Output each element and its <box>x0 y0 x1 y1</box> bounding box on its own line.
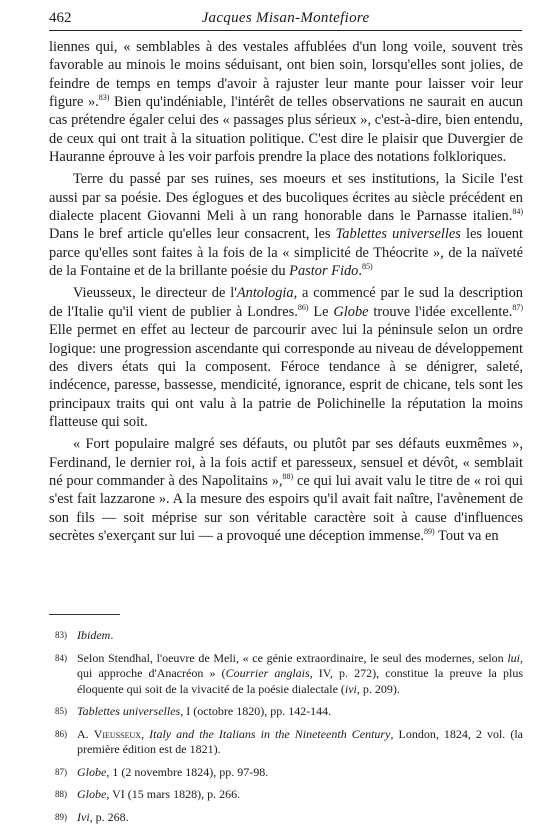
footnote-number: 88) <box>55 789 67 799</box>
italic-text: lui <box>507 650 520 665</box>
text-run: , a commencé par le sud la description de l'Italie qu'il vient de publier à Londres. <box>49 285 523 320</box>
paragraph <box>49 284 523 431</box>
italic-text: Courrier anglais <box>225 666 310 680</box>
text-run: Elle permet en effet au lecteur de parcourir avec lui la péninsule selon un ordre logique: une progression ascendante qui corresponde au niveau de développement des divers états qui la composent. Féroce tendance à se dénigrer, saleté, indécence, paresse, bassesse, mendicité, ignorance, esprit de chicane, tels sont les principaux traits qui ont valu à la patrie de Polichinelle la réputation la moins flatteuse qui soit. <box>49 322 523 430</box>
footnote-number: 87) <box>55 766 67 777</box>
italic-text: Globe <box>77 764 107 779</box>
italic-text: Antologia <box>236 285 294 302</box>
italic-text: Globe <box>333 303 369 320</box>
small-caps-text: Vieusseux <box>93 726 142 741</box>
italic-text: Ivi <box>77 809 90 824</box>
text-run: Terre du passé par ses ruines, ses moeurs et ses institutions, la Sicile l'est aussi par sa poésie. Des églogues et des bucoliques écrites au siècle précédent en dialecte placent Giovanni Meli à un rang honorable dans le Parnasse italien. <box>49 171 523 225</box>
italic-text: Pastor Fido <box>289 263 359 280</box>
footnote-ref: 86) <box>297 302 309 312</box>
text-run: , IV, p. 272), constitue la preuve la plus éloquente qui soit de la vivacité de la poésie dialectale ( <box>77 666 523 696</box>
text-run: Le <box>308 303 334 320</box>
footnote <box>49 727 523 758</box>
text-run: Dans le bref article qu'elles leur consacrent, les <box>49 226 336 243</box>
text-run: Selon Stendhal, l'oeuvre de Meli, « ce génie extraordinaire, le seul des modernes, selon <box>77 650 508 665</box>
text-run: liennes qui, « semblables à des vestales affublées d'un long voile, souvent très favorable au minois le moins séduisant, ont bien soin, lorsqu'elles sont jolies, de feindre de temps en temps d'avoir à rajuster leur mante pour laisser voir leur figure ». <box>49 39 523 111</box>
footnote-number: 84) <box>55 652 67 663</box>
italic-text: Italy and the Italians in the Nineteenth Century <box>149 726 391 741</box>
text-run: . <box>358 263 362 280</box>
paragraph <box>49 435 523 545</box>
paragraph <box>49 38 523 166</box>
text-run: , qui approche d'Anacréon » ( <box>77 650 523 680</box>
text-run: les louent parce qu'elles sont faites à la fois de la « simplicité de Théocrite », de la naïveté de la Fontaine et de la brillante poésie du <box>49 226 523 280</box>
text-run: , 1 (2 novembre 1824), pp. 97-98. <box>106 764 269 779</box>
footnote-number: 89) <box>55 811 67 822</box>
text-run: A. <box>77 726 94 741</box>
page-header <box>49 10 522 31</box>
running-title: Jacques Misan-Montefiore <box>201 10 370 26</box>
footnote-ref: 88) <box>282 471 294 481</box>
text-run: , London, 1824, 2 vol. (la première édition est de 1821). <box>77 726 524 756</box>
footnote-number: 85) <box>55 706 67 716</box>
text-run: , p. 268. <box>89 809 129 824</box>
footnote-number: 83) <box>55 630 67 640</box>
footnote-ref: 89) <box>424 526 435 536</box>
footnote <box>49 628 523 644</box>
text-run: Tout va en <box>434 527 499 544</box>
text-run: ce qui lui avait valu le titre de « roi qui s'est fait lazzarone ». A la mesure des espoirs qu'il avait fait naître, l'avènement de son fils — soit méprise sur son véritable caractère soit à cause d'influences secrètes s'exerçant sur lui — a provoqué une déception immense. <box>49 472 523 544</box>
text-run: , I (octobre 1820), pp. 142-144. <box>180 704 332 718</box>
footnote <box>49 704 523 720</box>
footnote-ref: 83) <box>98 93 110 103</box>
footnote-ref: 85) <box>361 262 373 272</box>
text-run: , p. 209). <box>356 681 400 696</box>
footnote-separator <box>49 614 120 615</box>
text-run: , <box>141 726 150 741</box>
text-run: Bien qu'indéniable, l'intérêt de telles observations ne saurait en aucun cas prétendre égaler celui des « passages plus sérieux », c'est-à-dire, bien entendu, de ceux qui ont trait à la situation politique. C'est dire le plaisir que Duvergier de Hauranne éprouve à les voir parfois prendre la place des notations folkloriques. <box>49 94 523 166</box>
italic-text: Tablettes universelles <box>77 704 181 718</box>
footnote <box>49 765 523 781</box>
footnote-number: 86) <box>55 728 67 739</box>
page-number: 462 <box>49 10 72 26</box>
italic-text: Globe <box>77 787 107 801</box>
footnotes <box>49 628 523 832</box>
footnote <box>49 787 523 803</box>
footnote-ref: 84) <box>512 207 523 217</box>
text-run: Vieusseux, le directeur de l' <box>73 285 237 302</box>
paragraph <box>49 170 523 280</box>
text-run: trouve l'idée excellente. <box>368 303 513 320</box>
footnote <box>49 651 523 698</box>
italic-text: Tablettes universelles <box>335 226 461 243</box>
italic-text: Ibidem <box>77 628 111 642</box>
italic-text: ivi <box>344 681 357 696</box>
footnote <box>49 810 523 826</box>
footnote-ref: 87) <box>512 302 523 312</box>
text-run: « Fort populaire malgré ses défauts, ou plutôt par ses défauts euxmêmes », Ferdinand, le dernier roi, à la fois actif et paresseux, sensuel et dévôt, « semblait né pour commander à des Napolitains », <box>49 436 523 489</box>
main-text <box>49 38 523 549</box>
text-run: . <box>110 628 114 642</box>
text-run: , VI (15 mars 1828), p. 266. <box>106 787 241 801</box>
